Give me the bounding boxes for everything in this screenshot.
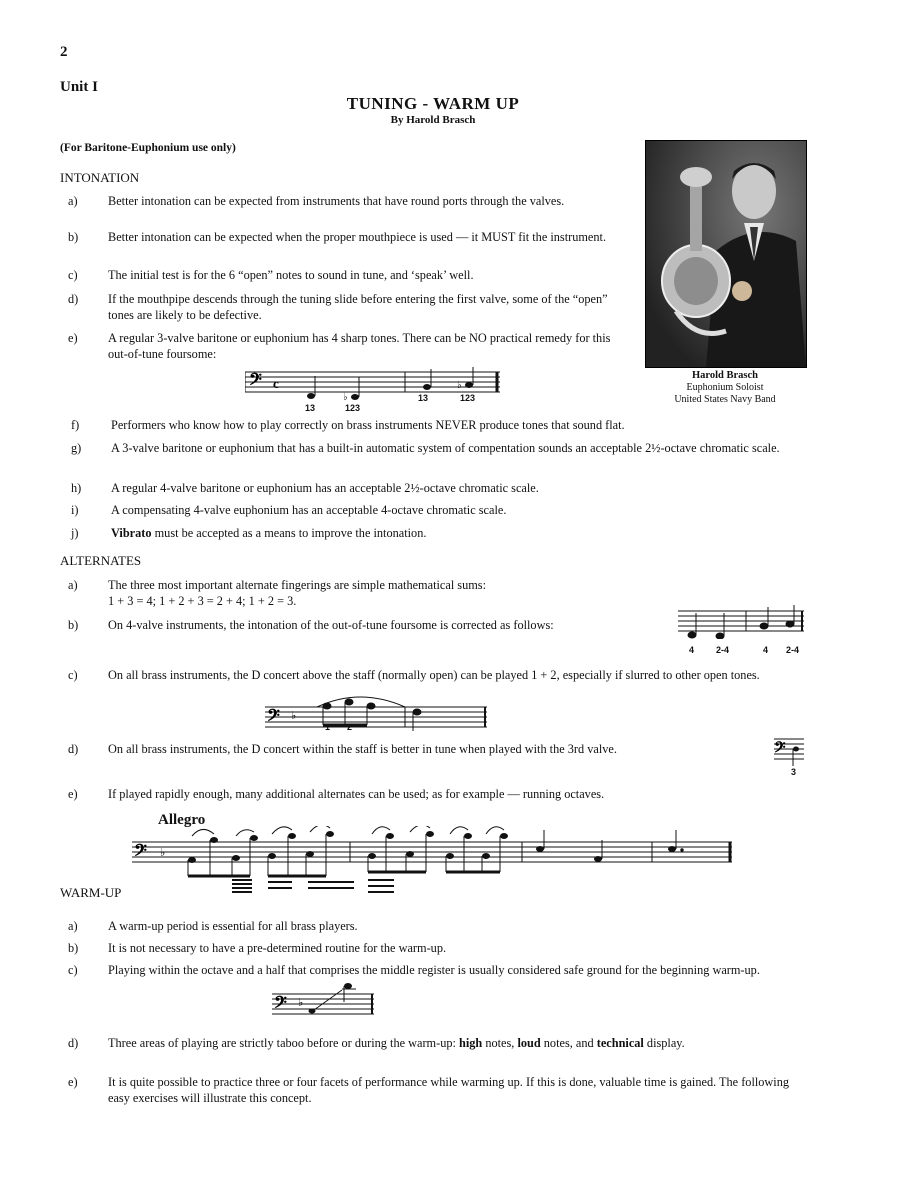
fingering: 13: [418, 393, 429, 403]
item-text: A compensating 4-valve euphonium has an acceptable 4-octave chromatic scale.: [111, 503, 507, 517]
item-bold: Vibrato: [111, 526, 152, 540]
fingering: 123: [460, 393, 476, 403]
item-equations: 1 + 3 = 4; 1 + 2 + 3 = 2 + 4; 1 + 2 = 3.: [108, 594, 297, 608]
fingering: 2: [347, 722, 353, 732]
list-item: [68, 330, 613, 362]
svg-text:𝄢: 𝄢: [249, 371, 262, 393]
item-label: e): [68, 331, 78, 345]
svg-text:𝄢: 𝄢: [134, 842, 147, 864]
author-line: By Harold Brasch: [390, 114, 476, 126]
item-label: f): [71, 418, 80, 432]
fingering: 2-4: [716, 645, 730, 655]
item-text: Better intonation can be expected when the proper mouthpiece is used — it MUST fit the instrument.: [108, 230, 607, 244]
list-item: [68, 617, 688, 633]
item-text: must be accepted as a means to improve the intonation.: [151, 526, 427, 540]
fingering: 4: [689, 645, 695, 655]
item-text: Better intonation can be expected from instruments that have round ports through the valves.: [108, 194, 565, 208]
list-item: [71, 525, 811, 541]
item-label: i): [71, 503, 79, 517]
list-item: [68, 267, 613, 283]
item-label: h): [71, 481, 82, 495]
page-title: TUNING - WARM UP: [346, 94, 520, 113]
caption-org: United States Navy Band: [674, 394, 776, 405]
svg-text:♭: ♭: [160, 847, 166, 859]
svg-text:♭: ♭: [343, 392, 348, 402]
caption-role: Euphonium Soloist: [686, 382, 764, 393]
list-item: [68, 291, 613, 323]
list-item: [68, 1035, 808, 1051]
list-item: [71, 480, 811, 496]
fingering: 3: [791, 767, 797, 777]
fingering: 4: [763, 645, 769, 655]
section-intonation: INTONATION: [60, 170, 140, 185]
fingering: 1: [325, 722, 331, 732]
list-item: [68, 786, 808, 802]
item-text: A 3-valve baritone or euphonium that has a built-in automatic system of compentation sounds an acceptable 2½-octave chromatic scale.: [111, 441, 780, 455]
item-label: b): [68, 941, 79, 955]
item-label: b): [68, 230, 79, 244]
item-label: a): [68, 578, 78, 592]
photo-caption: [630, 370, 820, 406]
list-item: [71, 502, 811, 518]
item-text-mid1: notes,: [482, 1036, 518, 1050]
item-text: A regular 4-valve baritone or euphonium has an acceptable 2½-octave chromatic scale.: [111, 481, 539, 495]
item-text: Playing within the octave and a half that comprises the middle register is usually considered safe ground for the beginning warm-up.: [108, 963, 760, 977]
fingering: 13: [305, 403, 316, 413]
music-staff-d-concert-slur: [265, 693, 490, 737]
item-label: a): [68, 194, 78, 208]
bold-technical: technical: [596, 1036, 644, 1050]
item-text: A regular 3-valve baritone or euphonium has 4 sharp tones. There can be NO practical remedy for this out-of-tune foursome:: [108, 331, 611, 361]
music-staff-middle-register: [272, 978, 377, 1020]
item-label: a): [68, 919, 78, 933]
item-label: g): [71, 441, 82, 455]
item-text: On 4-valve instruments, the intonation of the out-of-tune foursome is corrected as follows:: [108, 618, 554, 632]
item-label: c): [68, 963, 78, 977]
bold-high: high: [459, 1036, 483, 1050]
fingering: 123: [345, 403, 361, 413]
list-item: [68, 667, 808, 683]
list-item: [68, 962, 808, 978]
music-staff-corrected-foursome: [678, 605, 808, 639]
usage-note: (For Baritone-Euphonium use only): [60, 142, 236, 154]
music-staff-d-concert-3rd-valve: [774, 733, 804, 771]
item-text: If the mouthpipe descends through the tuning slide before entering the first valve, some of the “open” tones are likely to be defective.: [108, 292, 608, 322]
svg-text:𝄢: 𝄢: [774, 739, 786, 759]
portrait-photo: [645, 140, 807, 368]
svg-text:c: c: [273, 376, 279, 391]
list-item: [71, 440, 811, 456]
item-label: j): [71, 526, 79, 540]
item-text: The initial test is for the 6 “open” notes to sound in tune, and ‘speak’ well.: [108, 268, 474, 282]
unit-label: Unit I: [60, 79, 98, 95]
item-text: On all brass instruments, the D concert above the staff (normally open) can be played 1 + 2, especially if slurred to other open tones.: [108, 668, 760, 682]
caption-name: Harold Brasch: [691, 370, 759, 381]
item-text: It is not necessary to have a pre-determined routine for the warm-up.: [108, 941, 447, 955]
section-alternates: ALTERNATES: [60, 553, 142, 568]
item-text: It is quite possible to practice three or four facets of performance while warming up. If this is done, valuable time is gained. The following easy exercises will illustrate this concept.: [108, 1075, 790, 1105]
tempo-marking: Allegro: [158, 812, 206, 828]
item-text-post: display.: [643, 1036, 685, 1050]
svg-text:♭: ♭: [291, 710, 297, 722]
list-item: [68, 1074, 808, 1106]
bold-loud: loud: [517, 1036, 541, 1050]
item-text-pre: Three areas of playing are strictly taboo before or during the warm-up:: [108, 1036, 460, 1050]
item-label: e): [68, 1075, 78, 1089]
item-label: d): [68, 292, 79, 306]
item-text: A warm-up period is essential for all brass players.: [108, 919, 358, 933]
item-text: The three most important alternate fingerings are simple mathematical sums:: [108, 578, 487, 592]
item-text: Performers who know how to play correctly on brass instruments NEVER produce tones that sound flat.: [111, 418, 625, 432]
svg-text:𝄢: 𝄢: [267, 707, 280, 729]
item-label: c): [68, 668, 78, 682]
item-label: d): [68, 742, 79, 756]
item-label: c): [68, 268, 78, 282]
list-item: [71, 417, 811, 433]
svg-text:♭: ♭: [457, 380, 462, 391]
list-item: [68, 918, 808, 934]
fingering: 2-4: [786, 645, 800, 655]
list-item: [68, 193, 613, 209]
svg-text:𝄢: 𝄢: [274, 994, 287, 1016]
svg-text:♭: ♭: [298, 997, 304, 1009]
page-number: 2: [60, 44, 68, 60]
music-staff-running-octaves: [132, 826, 737, 894]
list-item: [68, 741, 738, 757]
item-text-mid2: notes, and: [540, 1036, 597, 1050]
item-text: If played rapidly enough, many additional alternates can be used; as for example — running octaves.: [108, 787, 605, 801]
item-text: On all brass instruments, the D concert within the staff is better in tune when played with the 3rd valve.: [108, 742, 617, 756]
section-warmup: WARM-UP: [60, 885, 122, 900]
list-item: [68, 940, 808, 956]
item-label: e): [68, 787, 78, 801]
list-item: [68, 229, 613, 245]
item-label: d): [68, 1036, 79, 1050]
item-label: b): [68, 618, 79, 632]
